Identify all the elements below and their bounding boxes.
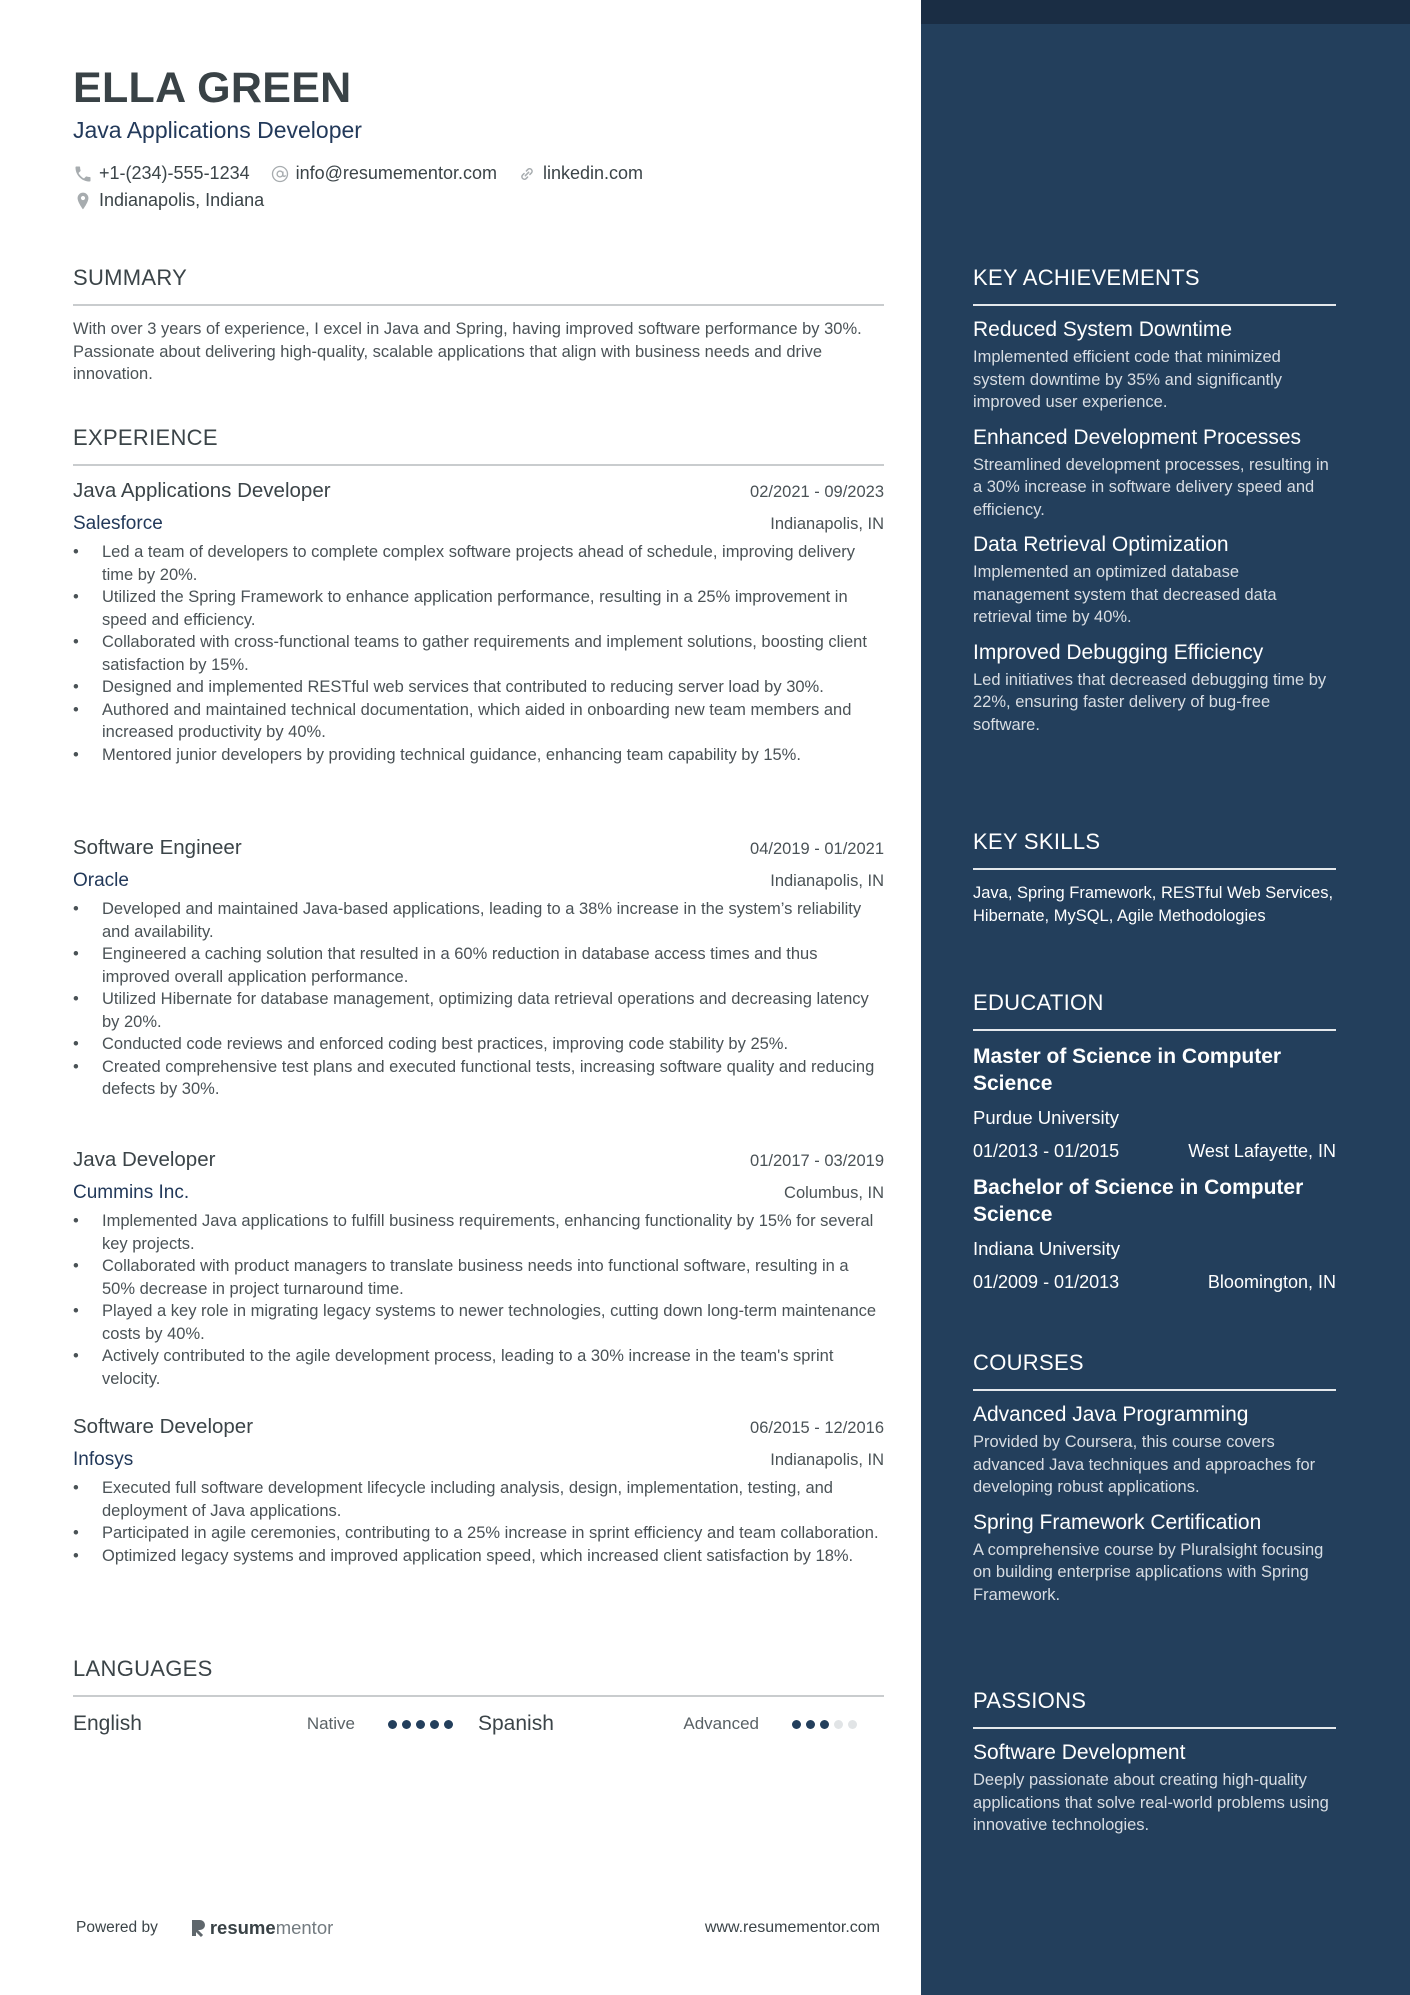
divider — [73, 304, 884, 306]
at-icon — [270, 164, 290, 184]
job-bullets — [73, 1210, 884, 1390]
dot-filled — [444, 1720, 453, 1729]
job-company: Infosys — [73, 1449, 134, 1470]
bullet-item: • Led a team of developers to complete complex software projects ahead of schedule, improving delivery time by 20%. — [73, 541, 884, 586]
link-icon — [517, 164, 537, 184]
language-name: Spanish — [478, 1712, 554, 1735]
job-location: Columbus, IN — [784, 1184, 884, 1202]
brand-name-bold: resume — [209, 1917, 276, 1938]
contact-location — [73, 190, 264, 211]
location-pin-icon — [73, 191, 93, 211]
powered-by-label: Powered by — [76, 1919, 158, 1936]
language-level: Native — [306, 1714, 355, 1733]
job-location: Indianapolis, IN — [770, 1451, 884, 1469]
email-link[interactable]: info@resumementor.com — [295, 163, 497, 183]
job-bullets — [73, 1477, 884, 1567]
bullet-item: • Implemented Java applications to fulfill business requirements, enhancing functionality by 15% for several key projects. — [73, 1210, 884, 1255]
resumementor-logo-icon — [190, 1918, 206, 1938]
job-entry — [73, 1148, 884, 1390]
section-title: KEY SKILLS — [973, 829, 1101, 854]
job-location: Indianapolis, IN — [770, 872, 884, 890]
job-dates: 06/2015 - 12/2016 — [750, 1419, 884, 1437]
edu-school: Purdue University — [973, 1107, 1120, 1128]
section-title: EDUCATION — [973, 990, 1104, 1015]
course-desc: A comprehensive course by Pluralsight focusing on building enterprise applications with Spring Framework. — [973, 1540, 1324, 1604]
language-item — [73, 1712, 478, 1736]
course-item — [973, 1511, 1336, 1607]
job-location: Indianapolis, IN — [770, 515, 884, 533]
bullet-item: • Utilized Hibernate for database management, optimizing data retrieval operations and decreasing latency by 20%. — [73, 988, 884, 1033]
languages-section — [73, 1656, 884, 1739]
dot-empty — [834, 1720, 843, 1729]
bullet-item: • Utilized the Spring Framework to enhance application performance, resulting in a 25% improvement in speed and efficiency. — [73, 586, 884, 631]
summary-section — [73, 265, 884, 386]
bullet-item: • Executed full software development lifecycle including analysis, design, implementation, testing, and deployment of Java applications. — [73, 1477, 884, 1522]
dot-filled — [388, 1720, 397, 1729]
job-entry — [73, 1415, 884, 1567]
contact-website[interactable] — [517, 163, 643, 184]
divider — [973, 1389, 1336, 1391]
job-company: Cummins Inc. — [73, 1182, 190, 1203]
contact-info — [73, 160, 893, 214]
candidate-title: Java Applications Developer — [73, 117, 362, 143]
bullet-item: • Created comprehensive test plans and executed functional tests, increasing software quality and reducing defects by 30%. — [73, 1056, 884, 1101]
section-title: KEY ACHIEVEMENTS — [973, 265, 1200, 290]
job-company: Salesforce — [73, 513, 163, 534]
edu-location: Bloomington, IN — [1207, 1272, 1336, 1292]
achievement-title: Reduced System Downtime — [973, 318, 1233, 341]
divider — [73, 1695, 884, 1697]
course-title: Advanced Java Programming — [973, 1403, 1249, 1426]
achievement-title: Improved Debugging Efficiency — [973, 640, 1264, 664]
footer — [76, 1917, 880, 1939]
bullet-item: • Mentored junior developers by providing technical guidance, enhancing team capability by 15%. — [73, 744, 884, 767]
proficiency-dots — [388, 1720, 458, 1729]
job-role: Java Developer — [73, 1148, 216, 1171]
job-dates: 04/2019 - 01/2021 — [750, 840, 884, 858]
bullet-item: • Played a key role in migrating legacy systems to newer technologies, cutting down long-term maintenance costs by 40%. — [73, 1300, 884, 1345]
dot-filled — [430, 1720, 439, 1729]
edu-degree: Master of Science in Computer Science — [973, 1045, 1282, 1095]
dot-empty — [848, 1720, 857, 1729]
job-role: Java Applications Developer — [73, 479, 331, 502]
job-entry — [73, 836, 884, 1101]
edu-dates: 01/2013 - 01/2015 — [973, 1141, 1120, 1161]
achievement-desc: Led initiatives that decreased debugging time by 22%, ensuring faster delivery of bug-free software. — [973, 670, 1327, 734]
achievement-title: Data Retrieval Optimization — [973, 533, 1229, 556]
brand-name-light: mentor — [275, 1917, 334, 1938]
passion-item — [973, 1741, 1336, 1837]
bullet-item: • Developed and maintained Java-based applications, leading to a 38% increase in the system’s reliability and availability. — [73, 898, 884, 943]
experience-section — [73, 425, 884, 466]
course-item — [973, 1403, 1336, 1499]
footer-url[interactable]: www.resumementor.com — [704, 1919, 880, 1936]
bullet-item: • Collaborated with product managers to translate business needs into functional software, resulting in a 50% decrease in project turnaround time. — [73, 1255, 884, 1300]
phone-icon — [73, 164, 93, 184]
achievement-item — [973, 426, 1336, 522]
bullet-item: • Participated in agile ceremonies, contributing to a 25% increase in sprint efficiency and team collaboration. — [73, 1522, 884, 1545]
achievement-title: Enhanced Development Processes — [973, 425, 1302, 449]
bullet-item: • Conducted code reviews and enforced coding best practices, improving code stability by 25%. — [73, 1033, 884, 1056]
edu-location: West Lafayette, IN — [1188, 1141, 1336, 1161]
proficiency-dots — [792, 1720, 862, 1729]
dot-filled — [402, 1720, 411, 1729]
bullet-item: • Actively contributed to the agile development process, leading to a 30% increase in the team's sprint velocity. — [73, 1345, 884, 1390]
language-name: English — [73, 1712, 142, 1735]
edu-dates: 01/2009 - 01/2013 — [973, 1272, 1120, 1292]
achievement-item — [973, 533, 1336, 629]
candidate-name: ELLA GREEN — [73, 64, 352, 112]
bullet-item: • Designed and implemented RESTful web services that contributed to reducing server load by 30%. — [73, 676, 884, 699]
edu-degree: Bachelor of Science in Computer Science — [973, 1176, 1304, 1226]
achievement-item — [973, 318, 1336, 414]
divider — [973, 304, 1336, 306]
dot-filled — [820, 1720, 829, 1729]
achievements-section — [973, 265, 1336, 736]
summary-text: With over 3 years of experience, I excel in Java and Spring, having improved software performance by 30%. Passionate about delivering high-quality, scalable applications that align with business needs and drive innovation. — [73, 320, 862, 383]
job-dates: 01/2017 - 03/2019 — [750, 1152, 884, 1170]
language-level: Advanced — [683, 1714, 759, 1733]
bullet-item: • Collaborated with cross-functional teams to gather requirements and implement solutions, boosting client satisfaction by 15%. — [73, 631, 884, 676]
contact-email[interactable] — [270, 163, 497, 184]
course-desc: Provided by Coursera, this course covers advanced Java techniques and approaches for developing robust applications. — [973, 1433, 1316, 1496]
passions-section — [973, 1688, 1336, 1837]
section-title: EXPERIENCE — [73, 425, 218, 450]
divider — [973, 868, 1336, 870]
divider — [973, 1029, 1336, 1031]
bullet-item: • Engineered a caching solution that resulted in a 60% reduction in database access times and thus improved overall application performance. — [73, 943, 884, 988]
sidebar-top-bar — [921, 0, 1410, 24]
education-item — [973, 1043, 1336, 1162]
passion-desc: Deeply passionate about creating high-quality applications that solve real-world problems using innovative technologies. — [973, 1771, 1329, 1834]
course-title: Spring Framework Certification — [973, 1510, 1262, 1534]
achievement-desc: Implemented efficient code that minimized system downtime by 35% and significantly improved user experience. — [973, 348, 1283, 411]
job-dates: 02/2021 - 09/2023 — [750, 483, 884, 501]
achievement-item — [973, 641, 1336, 737]
education-section — [973, 990, 1336, 1293]
passion-title: Software Development — [973, 1741, 1186, 1764]
contact-phone — [73, 163, 250, 184]
job-entry — [73, 479, 884, 766]
achievement-desc: Implemented an optimized database management system that decreased data retrieval time by 40%. — [973, 563, 1277, 626]
dot-filled — [416, 1720, 425, 1729]
job-role: Software Developer — [73, 1415, 254, 1438]
job-company: Oracle — [73, 870, 129, 891]
divider — [73, 464, 884, 466]
website-link[interactable]: linkedin.com — [542, 163, 644, 183]
job-role: Software Engineer — [73, 836, 242, 859]
skills-text: Java, Spring Framework, RESTful Web Services, Hibernate, MySQL, Agile Methodologies — [973, 884, 1334, 925]
job-bullets — [73, 898, 884, 1101]
bullet-item: • Authored and maintained technical documentation, which aided in onboarding new team members and increased productivity by 40%. — [73, 699, 884, 744]
location-text: Indianapolis, Indiana — [99, 190, 265, 210]
job-bullets — [73, 541, 884, 766]
section-title: PASSIONS — [973, 1688, 1087, 1713]
courses-section — [973, 1350, 1336, 1606]
section-title: LANGUAGES — [73, 1656, 213, 1681]
phone-text: +1-(234)-555-1234 — [99, 163, 250, 183]
achievement-desc: Streamlined development processes, resulting in a 30% increase in software delivery speed and efficiency. — [973, 455, 1329, 519]
education-item — [973, 1174, 1336, 1293]
bullet-item: • Optimized legacy systems and improved application speed, which increased client satisfaction by 18%. — [73, 1545, 884, 1568]
skills-section — [973, 829, 1336, 927]
dot-filled — [792, 1720, 801, 1729]
section-title: COURSES — [973, 1350, 1084, 1375]
dot-filled — [806, 1720, 815, 1729]
brand-logo[interactable] — [190, 1917, 333, 1939]
divider — [973, 1727, 1336, 1729]
language-item — [478, 1712, 884, 1736]
edu-school: Indiana University — [973, 1238, 1121, 1259]
section-title: SUMMARY — [73, 265, 188, 290]
